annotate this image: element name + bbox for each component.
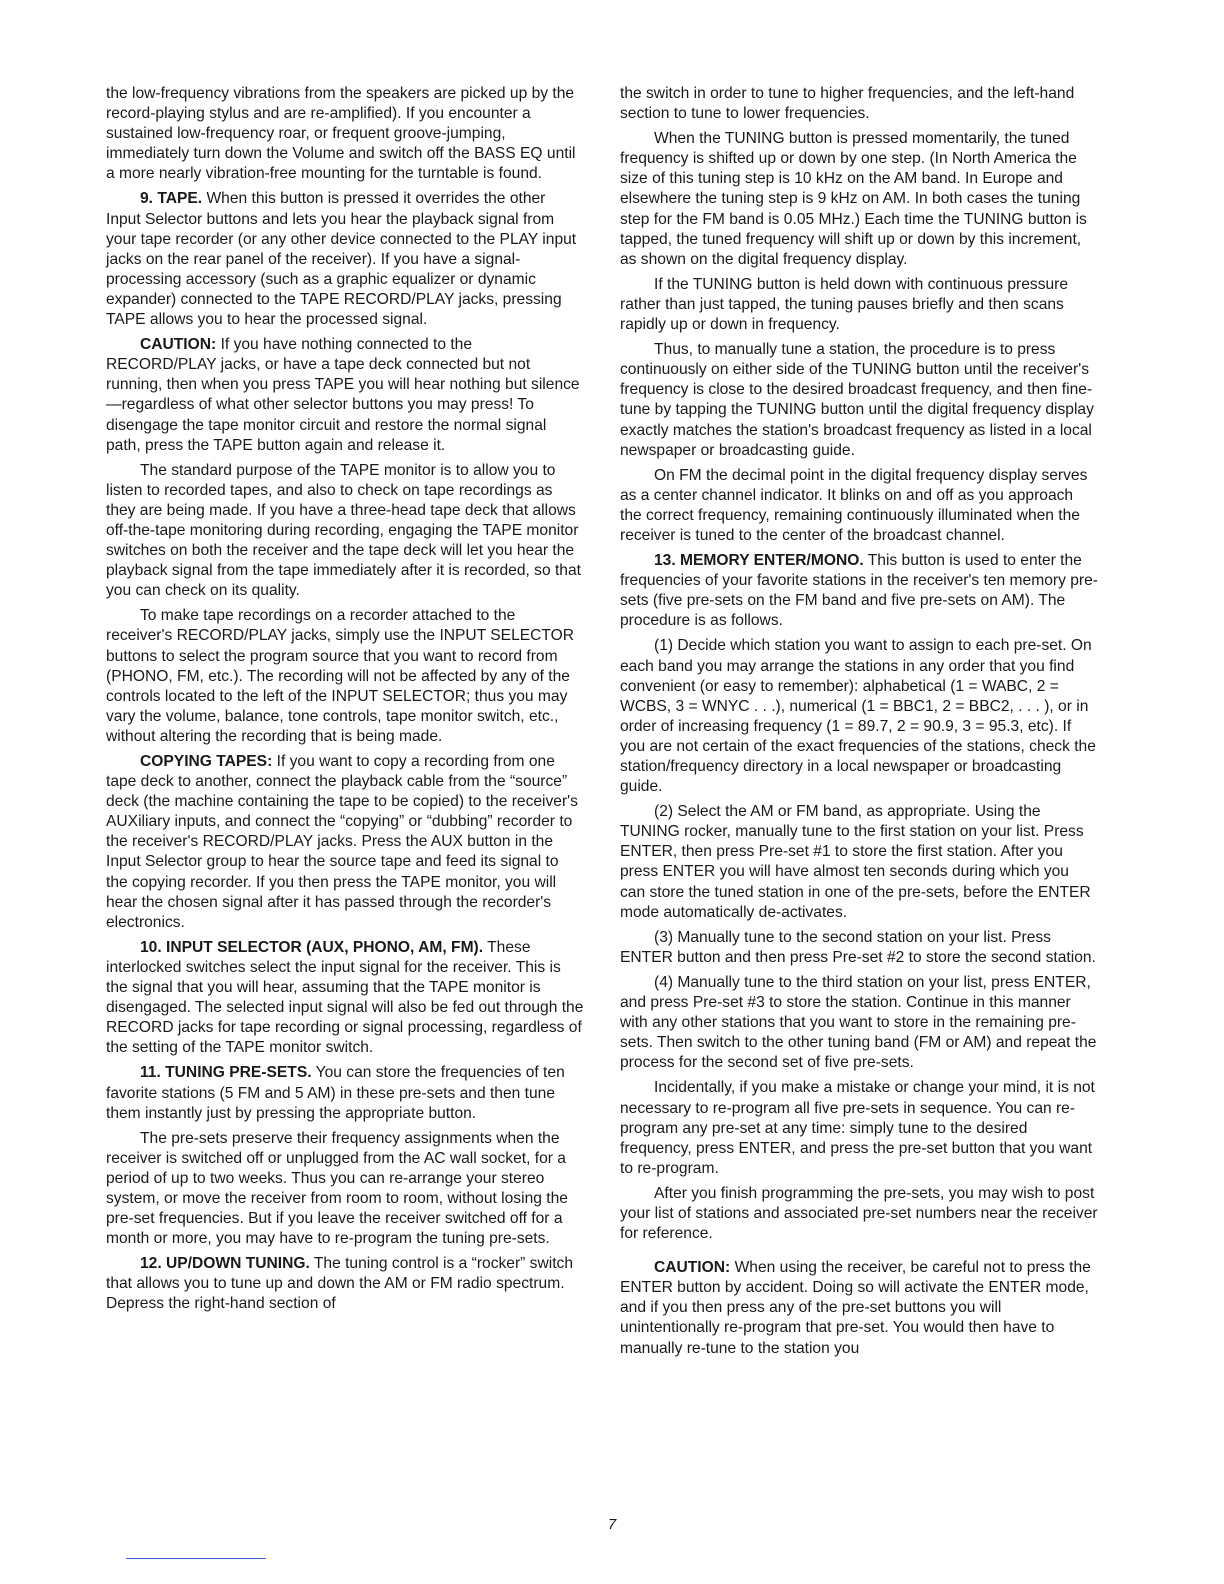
paragraph: [620, 973, 1098, 1073]
right-column: [620, 84, 1098, 1364]
paragraph-text: If you have nothing connected to the RECORD/PLAY jacks, or have a tape deck connected but not running, then when you press TAPE you will hear nothing but silence—regardless of what other selector buttons you may press! To disengage the tape monitor circuit and restore the normal signal path, press the TAPE button again and release it.: [106, 336, 580, 454]
paragraph-heading: 10. INPUT SELECTOR (AUX, PHONO, AM, FM).: [140, 938, 484, 956]
paragraph: [620, 551, 1098, 631]
paragraph-text: (4) Manually tune to the third station on your list, press ENTER, and press Pre-set #3 to store the station. Continue in this manner with any other stations that you want to store in the remaining pre-sets. Then switch to the other tuning band (FM or AM) and repeat the process for the second set of five pre-sets.: [620, 973, 1097, 1072]
paragraph-text: When using the receiver, be careful not to press the ENTER button by accident. Doing so will activate the ENTER mode, and if you then press any of the pre-set buttons you will unintentionally re-program that pre-set. You would then have to manually re-tune to the station you: [620, 1259, 1091, 1357]
paragraph-text: If the TUNING button is held down with continuous pressure rather than just tapped, the tuning pauses briefly and then scans rapidly up or down in frequency.: [620, 275, 1069, 334]
paragraph-text: the low-frequency vibrations from the speakers are picked up by the record-playing stylus and are re-amplified). If you encounter a sustained low-frequency roar, or frequent groove-jumping, immediately turn down the Volume and switch off the BASS EQ until a more nearly vibration-free mounting for the turntable is found.: [106, 85, 576, 183]
paragraph: [620, 275, 1098, 335]
paragraph-heading: CAUTION:: [654, 1259, 731, 1277]
paragraph-heading: 9. TAPE.: [140, 190, 203, 208]
paragraph-text: The tuning control is a “rocker” switch that allows you to tune up and down the AM or FM radio spectrum. Depress the right-hand section of: [106, 1255, 573, 1313]
paragraph-text: On FM the decimal point in the digital frequency display serves as a center channel indicator. It blinks on and off as you approach the correct frequency, remaining continuously illuminated when the receiver is tuned to the center of the broadcast channel.: [620, 466, 1088, 544]
paragraph: [106, 1254, 584, 1314]
paragraph-text: After you finish programming the pre-sets, you may wish to post your list of stations and associated pre-set numbers near the receiver for reference.: [620, 1184, 1098, 1243]
paragraph: [620, 84, 1098, 124]
paragraph: [106, 461, 584, 602]
paragraph-text: When the TUNING button is pressed momentarily, the tuned frequency is shifted up or down by one step. (In North America the size of this tuning step is 10 kHz on the AM band. In Europe and elsewhere the tuning step is 9 kHz on AM. In both cases the tuning step for the FM band is 0.05 MHz.) Each time the TUNING button is tapped, the tuned frequency will shift up or down by this increment, as shown on the digital frequency display.: [620, 130, 1087, 268]
left-column: [106, 84, 584, 1320]
page-number: 7: [607, 1516, 617, 1533]
paragraph: [106, 84, 584, 184]
paragraph-text: The standard purpose of the TAPE monitor is to allow you to listen to recorded tapes, and also to check on tape recordings as they are being made. If you have a three-head tape deck that allows off-the-tape monitoring during recording, engaging the TAPE monitor switches on both the receiver and the tape deck will let you hear the playback signal from the tape immediately after it is recorded, so that you can check on its quality.: [106, 461, 581, 600]
paragraph-heading: COPYING TAPES:: [140, 753, 273, 770]
paragraph: [620, 466, 1098, 546]
paragraph-text: When this button is pressed it overrides the other Input Selector buttons and lets you hear the playback signal from your tape recorder (or any other device connected to the PLAY input jacks on the rear panel of the receiver). If you have a signal-processing accessory (such as a graphic equalizer or dynamic expander) connected to the TAPE RECORD/PLAY jacks, pressing TAPE allows you to hear the processed signal.: [106, 190, 577, 329]
paragraph: [620, 1258, 1098, 1358]
paragraph: [620, 1078, 1098, 1178]
paragraph-text: To make tape recordings on a recorder attached to the receiver's RECORD/PLAY jacks, simply use the INPUT SELECTOR buttons to select the program source that you want to record from (PHONO, FM, etc.). The recording will not be affected by any of the controls located to the left of the INPUT SELECTOR; thus you may vary the volume, balance, tone controls, tape monitor switch, etc., without altering the recording that is being made.: [106, 607, 575, 745]
paragraph: [106, 335, 584, 456]
paragraph: [106, 189, 584, 330]
paragraph-heading: 13. MEMORY ENTER/MONO.: [654, 552, 864, 570]
paragraph: [620, 802, 1098, 923]
paragraph-text: (2) Select the AM or FM band, as appropriate. Using the TUNING rocker, manually tune to the first station on your list. Press ENTER, then press Pre-set #1 to store the first station. After you press ENTER you will have almost ten seconds during which you can store the tuned station in one of the pre-sets, before the ENTER mode automatically de-activates.: [620, 803, 1091, 921]
paragraph: [106, 938, 584, 1059]
paragraph-text: These interlocked switches select the input signal for the receiver. This is the signal that you will hear, assuming that the TAPE monitor is disengaged. The selected input signal will also be fed out through the RECORD jacks for tape recording or signal processing, regardless of the setting of the TAPE monitor switch.: [106, 938, 584, 1057]
paragraph-text: Incidentally, if you make a mistake or change your mind, it is not necessary to re-program all five pre-sets in sequence. You can re-program any pre-set at any time: simply tune to the desired frequency, press ENTER, and press the pre-set button that you want to re-program.: [620, 1079, 1095, 1177]
paragraph: [106, 1129, 584, 1250]
paragraph-heading: 11. TUNING PRE-SETS.: [140, 1064, 312, 1082]
footnote-rule: [126, 1558, 266, 1559]
paragraph-text: If you want to copy a recording from one tape deck to another, connect the playback cable from the “source” deck (the machine containing the tape to be copied) to the receiver's AUXiliary inputs, and connect the “copying” or “dubbing” recorder to the receiver's RECORD/PLAY jacks. Press the AUX button in the Input Selector group to hear the source tape and feed its signal to the copying recorder. If you then press the TAPE monitor, you will hear the chosen signal after it has passed through the recorder's electronics.: [106, 753, 578, 931]
paragraph: [620, 340, 1098, 461]
paragraph-heading: CAUTION:: [140, 336, 217, 354]
paragraph: [106, 752, 584, 933]
paragraph-text: Thus, to manually tune a station, the procedure is to press continuously on either side of the TUNING button until the receiver's frequency is close to the desired broadcast frequency, and then fine-tune by tapping the TUNING button until the digital frequency display exactly matches the station's broadcast frequency as listed in a local newspaper or broadcasting guide.: [620, 341, 1094, 459]
paragraph-text: This button is used to enter the frequencies of your favorite stations in the receiver's ten memory pre-sets (five pre-sets on the FM band and five pre-sets on AM). The procedure is as follows.: [620, 552, 1098, 630]
paragraph-text: (3) Manually tune to the second station on your list. Press ENTER button and then press Pre-set #2 to store the second station.: [620, 928, 1096, 966]
paragraph: [620, 129, 1098, 270]
paragraph-text: The pre-sets preserve their frequency assignments when the receiver is switched off or unplugged from the AC wall socket, for a period of up to two weeks. Thus you can re-arrange your stereo system, or move the receiver from room to room, without losing the pre-set frequencies. But if you leave the receiver switched off for a month or more, you may have to re-program the tuning pre-sets.: [106, 1129, 568, 1248]
paragraph: [620, 1184, 1098, 1244]
paragraph-text: the switch in order to tune to higher frequencies, and the left-hand section to tune to lower frequencies.: [620, 85, 1075, 123]
paragraph-heading: 12. UP/DOWN TUNING.: [140, 1255, 310, 1273]
paragraph: [620, 928, 1098, 968]
paragraph: [106, 606, 584, 747]
paragraph: [106, 1063, 584, 1123]
paragraph-text: (1) Decide which station you want to assign to each pre-set. On each band you may arrange the stations in any order that you find convenient (or easy to remember): alphabetical (1 = WABC, 2 = WCBS, 3 = WNYC . . .), numerical (1 = BBC1, 2 = BBC2, . . . ), or in order of increasing frequency (1 = 89.7, 2 = 90.9, 3 = 95.3, etc). If you are not certain of the exact frequencies of the stations, check the station/frequency directory in a local newspaper or broadcasting guide.: [620, 637, 1096, 796]
paragraph-text: You can store the frequencies of ten favorite stations (5 FM and 5 AM) in these pre-sets and then tune them instantly just by pressing the appropriate button.: [106, 1064, 565, 1122]
paragraph: [620, 636, 1098, 797]
